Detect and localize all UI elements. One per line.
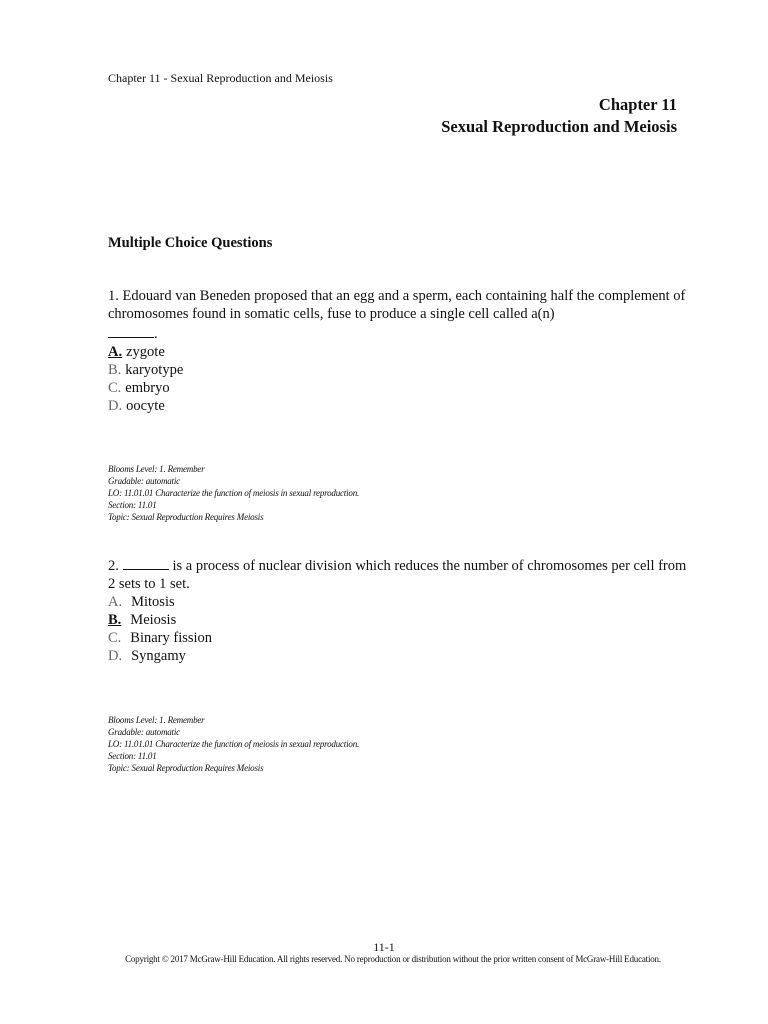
running-head: Chapter 11 - Sexual Reproduction and Meiosis — [108, 71, 333, 85]
gradable: Gradable: automatic — [108, 476, 180, 486]
option-text: Syngamy — [131, 648, 186, 664]
chapter-number: Chapter 11 — [598, 95, 677, 114]
option-text: zygote — [126, 344, 165, 360]
section-ref: Section: 11.01 — [108, 751, 157, 761]
topic: Topic: Sexual Reproduction Requires Meiosis — [108, 512, 264, 522]
answer-blank — [108, 323, 154, 338]
option-letter: A. — [108, 344, 123, 360]
gradable: Gradable: automatic — [108, 727, 180, 737]
option-text: Binary fission — [130, 630, 213, 646]
option-c — [108, 629, 688, 647]
option-text: karyotype — [125, 362, 184, 378]
option-letter: B. — [108, 612, 122, 628]
learning-objective: LO: 11.01.01 Characterize the function of meiosis in sexual reproduction. — [108, 739, 360, 749]
blooms-level: Blooms Level: 1. Remember — [108, 715, 205, 725]
option-letter: C. — [108, 630, 122, 646]
answer-options — [108, 593, 688, 665]
learning-objective: LO: 11.01.01 Characterize the function of meiosis in sexual reproduction. — [108, 488, 360, 498]
option-text: oocyte — [126, 398, 165, 414]
option-d — [108, 647, 688, 665]
question-stem: 2. is a process of nuclear division which reduces the number of chromosomes per cell from 2 sets to 1 set. — [108, 558, 687, 592]
answer-blank — [123, 556, 169, 570]
option-letter: C. — [108, 380, 122, 396]
answer-options — [108, 343, 688, 415]
option-text: Meiosis — [130, 612, 177, 628]
option-letter: D. — [108, 648, 123, 664]
section-title: Multiple Choice Questions — [108, 235, 273, 251]
option-a — [108, 343, 688, 361]
option-d — [108, 397, 688, 415]
option-letter: D. — [108, 398, 123, 414]
question-1-metadata — [108, 463, 359, 523]
option-b — [108, 361, 688, 379]
question-2-metadata — [108, 714, 359, 774]
option-text: embryo — [125, 380, 170, 396]
question-2 — [108, 556, 688, 665]
topic: Topic: Sexual Reproduction Requires Meiosis — [108, 763, 264, 773]
option-a — [108, 593, 688, 611]
page-number: 11-1 — [373, 940, 395, 954]
option-letter: A. — [108, 594, 123, 610]
blooms-level: Blooms Level: 1. Remember — [108, 464, 205, 474]
option-c — [108, 379, 688, 397]
question-stem: 1. Edouard van Beneden proposed that an egg and a sperm, each containing half the complement of chromosomes found in somatic cells, fuse to produce a single cell called a(n) . — [108, 288, 686, 342]
copyright-notice: Copyright © 2017 McGraw-Hill Education. All rights reserved. No reproduction or distribution without the prior written consent of McGraw-Hill Education. — [125, 954, 661, 964]
option-letter: B. — [108, 362, 122, 378]
chapter-heading — [441, 94, 677, 138]
chapter-title: Sexual Reproduction and Meiosis — [441, 117, 677, 136]
section-ref: Section: 11.01 — [108, 500, 157, 510]
option-b — [108, 611, 688, 629]
option-text: Mitosis — [131, 594, 175, 610]
question-1 — [108, 287, 688, 415]
